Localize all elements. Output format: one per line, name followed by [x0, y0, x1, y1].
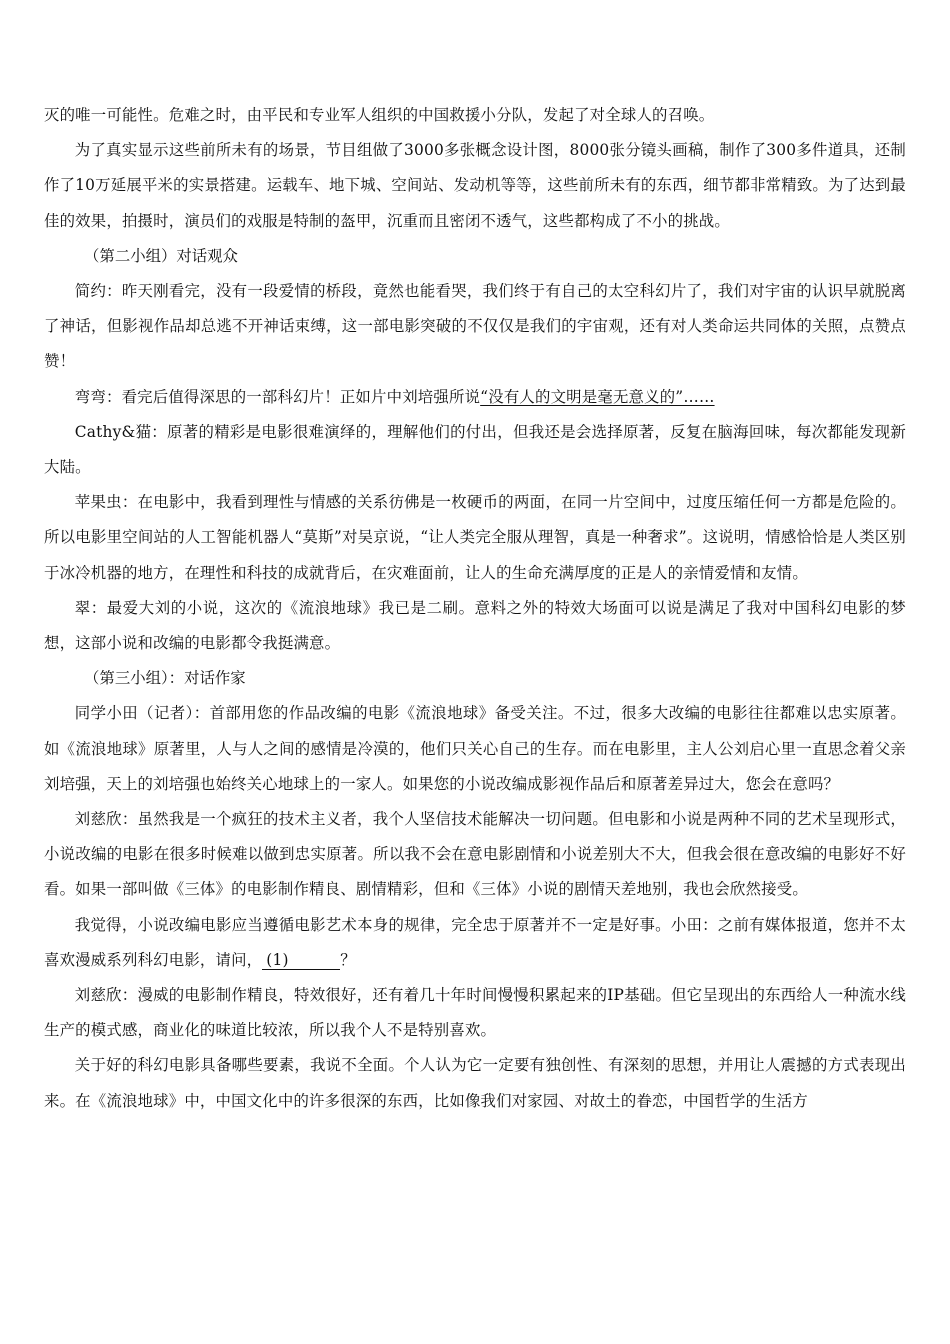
- interview-answer-liucixin-3: 关于好的科幻电影具备哪些要素，我说不全面。个人认为它一定要有独创性、有深刻的思想，并用让人震撼的方式表现出来。在《流浪地球》中，中国文化中的许多很深的东西，比如像我们对家园、对故土的眷恋，中国哲学的生活方: [44, 1056, 906, 1110]
- interview-question-xiaotian: 同学小田（记者）：首部用您的作品改编的电影《流浪地球》备受关注。不过，很多大改编的电影往往都难以忠实原著。如《流浪地球》原著里，人与人之间的感情是冷漠的，他们只关心自己的生存。而在电影里，主人公刘启心里一直思念着父亲刘培强，天上的刘培强也始终关心地球上的一家人。如果您的小说改编成影视作品后和原著差异过大，您会在意吗？: [44, 704, 906, 793]
- audience-comment-cathy: Cathy&猫：原著的精彩是电影很难演绎的，理解他们的付出，但我还是会选择原著，反复在脑海回味，每次都能发现新大陆。: [44, 422, 906, 477]
- audience-comment-jianyue: 简约：昨天刚看完，没有一段爱情的桥段，竟然也能看哭，我们终于有自己的太空科幻片了，我们对宇宙的认识早就脱离了神话，但影视作品却总逃不开神话束缚，这一部电影突破的不仅仅是我们的宇宙观，还有对人类命运共同体的关照，点赞点赞！: [44, 282, 906, 371]
- question-mark: ？: [340, 950, 356, 969]
- section-heading-group-three: （第三小组）：对话作家: [84, 669, 246, 688]
- section-heading-group-two: （第二小组）对话观众: [84, 246, 238, 265]
- audience-comment-apple-bug: 苹果虫：在电影中，我看到理性与情感的关系彷佛是一枚硬币的两面，在同一片空间中，过度压缩任何一方都是危险的。所以电影里空间站的人工智能机器人“莫斯”对吴京说，“让人类完全服从理智，真是一种奢求”。这说明，情感恰恰是人类区别于冰冷机器的地方，在理性和科技的成就背后，在灾难面前，让人的生命充满厚度的正是人的亲情爱情和友情。: [44, 493, 906, 582]
- paragraph-production-scale: 为了真实显示这些前所未有的场景，节目组做了3000多张概念设计图，8000张分镜头画稿，制作了300多件道具，还制作了10万延展平米的实景搭建。运载车、地下城、空间站、发动机等等，这些前所未有的东西，细节都非常精致。为了达到最佳的效果，拍摄时，演员们的戏服是特制的盔甲，沉重而且密闭不透气，这些都构成了不小的挑战。: [44, 141, 906, 230]
- interview-question-marvel: [44, 908, 906, 978]
- interview-answer-liucixin-1: 刘慈欣：虽然我是一个疯狂的技术主义者，我个人坚信技术能解决一切问题。但电影和小说是两种不同的艺术呈现形式，小说改编的电影在很多时候难以做到忠实原著。所以我不会在意电影剧情和小说差别大不大，但我会很在意改编的电影好不好看。如果一部叫做《三体》的电影制作精良、剧情精彩，但和《三体》小说的剧情天差地别，我也会欣然接受。: [44, 810, 906, 899]
- fill-in-blank-1[interactable]: (1): [262, 951, 340, 970]
- interview-answer-liucixin-2: 刘慈欣：漫威的电影制作精良，特效很好，还有着几十年时间慢慢积累起来的IP基础。但它呈现出的东西给人一种流水线生产的模式感，商业化的味道比较浓，所以我个人不是特别喜欢。: [44, 986, 906, 1040]
- wanwan-comment-text: 弯弯：看完后值得深思的一部科幻片！正如片中刘培强所说: [74, 387, 481, 406]
- audience-comment-cui: 翠：最爱大刘的小说，这次的《流浪地球》我已是二刷。意料之外的特效大场面可以说是满足了我对中国科幻电影的梦想，这部小说和改编的电影都令我挺满意。: [44, 598, 906, 653]
- audience-comment-wanwan: [44, 380, 906, 415]
- paragraph-continuation: 灭的唯一可能性。危难之时，由平民和专业军人组织的中国救援小分队，发起了对全球人的召唤。: [44, 106, 715, 124]
- underlined-quote: “没有人的文明是毫无意义的”……: [480, 387, 715, 406]
- marvel-question-text: 我觉得，小说改编电影应当遵循电影艺术本身的规律，完全忠于原著并不一定是好事。小田：之前有媒体报道，您并不太喜欢漫威系列科幻电影，请问，: [44, 915, 906, 969]
